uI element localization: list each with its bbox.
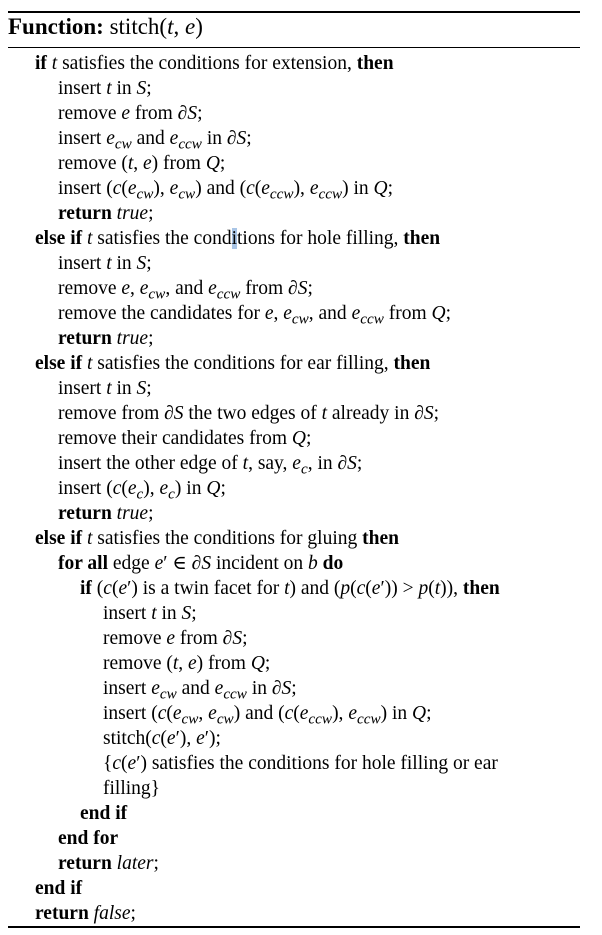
- bottom-rule: [8, 926, 580, 928]
- line-remove-e: remove e from ∂S;: [103, 628, 248, 649]
- line-insert-ec-candidate: insert ($c(e_c)$, $e_c$) in Q;: [58, 478, 226, 503]
- line-remove-their-candidates: remove their candidates from Q;: [58, 428, 312, 449]
- line-comment: {c(e′) satisfies the conditions for hole filling or ear: [103, 753, 498, 774]
- line-remove-edges: remove e, $e_{cw}$, and $e_{ccw}$ from ∂S;: [58, 278, 313, 303]
- line-insert-t: insert t in S;: [58, 253, 152, 274]
- line-insert-other-edge: insert the other edge of t, say, $e_c$, in ∂S;: [58, 453, 363, 478]
- line-end-for: end for: [58, 828, 119, 849]
- line-comment-cont: filling}: [103, 778, 161, 799]
- algorithm-box: [8, 0, 580, 935]
- line-if-twin-facet: if (c(e′) is a twin facet for t) and (p(c(e′)) > p(t)), then: [80, 578, 500, 599]
- line-end-if: end if: [35, 878, 83, 899]
- line-for-all: for all edge e′ ∈ ∂S incident on b do: [58, 553, 344, 574]
- line-insert-t: insert t in S;: [58, 78, 152, 99]
- line-return-true: return true;: [58, 503, 154, 524]
- line-elseif-hole-filling: else if t satisfies the conditions for hole filling, then: [35, 228, 441, 249]
- line-return-true: return true;: [58, 203, 154, 224]
- heading-keyword: Function:: [8, 14, 104, 39]
- line-if-extension: if t satisfies the conditions for extension, then: [35, 53, 394, 74]
- line-insert-t: insert t in S;: [103, 603, 197, 624]
- top-rule: [8, 11, 580, 13]
- heading-rule: [8, 47, 580, 48]
- line-remove-candidates: remove the candidates for e, $e_{cw}$, and $e_{ccw}$ from Q;: [58, 303, 452, 328]
- line-insert-candidates: insert ($c(e_{cw}$, $e_{cw}$) and ($c(e_{ccw})$, $e_{ccw}$) in Q;: [103, 703, 432, 728]
- line-insert-ecw-eccw: insert $e_{cw}$ and $e_{ccw}$ in ∂S;: [103, 678, 297, 703]
- line-elseif-gluing: else if t satisfies the conditions for gluing then: [35, 528, 399, 549]
- line-end-if: end if: [80, 803, 128, 824]
- line-insert-ecw-eccw: insert $e_{cw}$ and $e_{ccw}$ in ∂S;: [58, 128, 252, 153]
- line-remove-two-edges: remove from ∂S the two edges of t already in ∂S;: [58, 403, 440, 424]
- function-signature: stitch(t, e): [109, 14, 203, 39]
- line-insert-candidates: insert ($c(e_{cw})$, $e_{cw}$) and ($c(e_{ccw})$, $e_{ccw}$) in Q;: [58, 178, 394, 203]
- line-insert-t: insert t in S;: [58, 378, 152, 399]
- line-remove-te: remove (t, e) from Q;: [58, 153, 226, 174]
- line-return-later: return later;: [58, 853, 159, 874]
- line-remove-e: remove e from ∂S;: [58, 103, 203, 124]
- line-elseif-ear-filling: else if t satisfies the conditions for ear filling, then: [35, 353, 431, 374]
- line-return-true: return true;: [58, 328, 154, 349]
- line-recursive-stitch: stitch(c(e′), e′);: [103, 728, 221, 749]
- line-return-false: return false;: [35, 903, 136, 924]
- algorithm-heading: [8, 14, 203, 40]
- line-remove-te: remove (t, e) from Q;: [103, 653, 271, 674]
